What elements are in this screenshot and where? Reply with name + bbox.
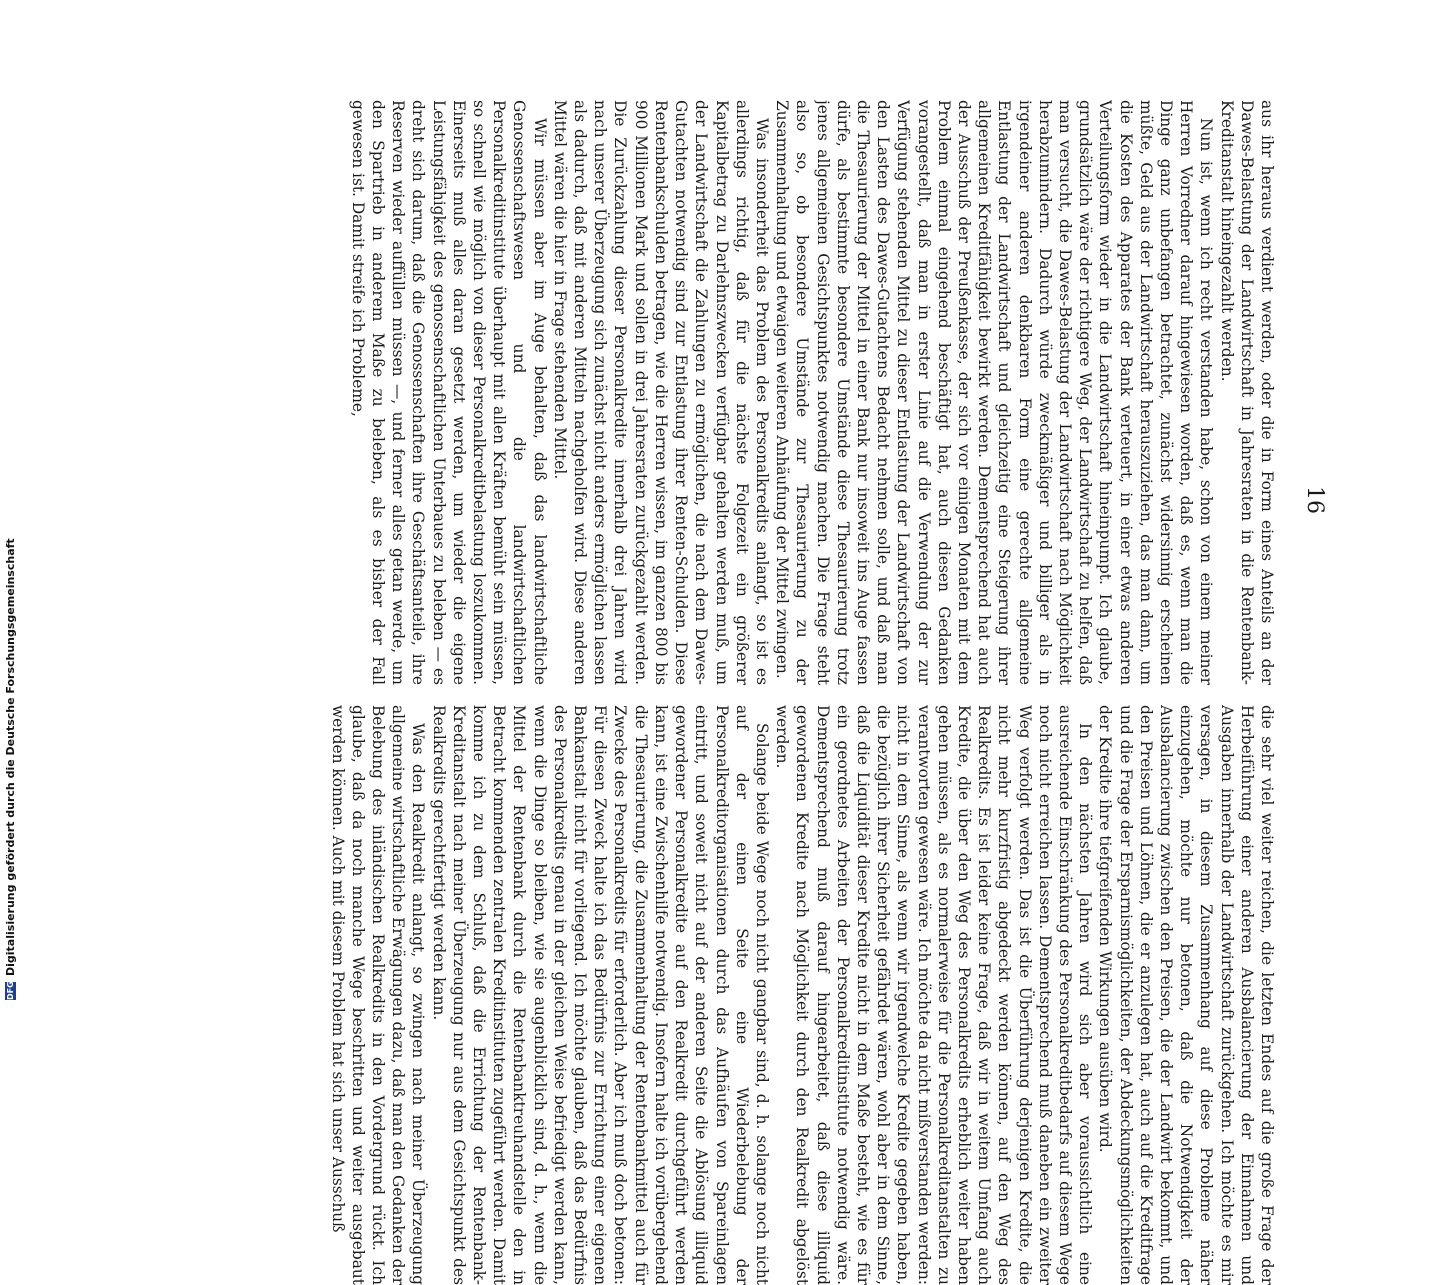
paragraph: aus ihr heraus verdient werden, oder die in Form eines Anteils an der Dawes-Belastung der Landwirtschaft in Jahresraten in die Rentenbank-Kreditanstalt hineingezahlt werden. xyxy=(1217,100,1276,685)
paragraph: Was den Realkredit anlangt, so zwingen nach meiner Überzeugung allgemeine wirtschaftliche Erwägungen dazu, daß man den Gedanken der Belebung des inländischen Realkredits in den Vordergrund rückt. Ich glaube, daß da noch manche Wege beschritten und weiter ausgebaut werden können. Auch mit diesem Problem hat sich unser Ausschuß xyxy=(328,705,428,1285)
text-column-left xyxy=(117,100,1277,685)
page-number: 16 xyxy=(1302,486,1327,514)
footer-credit-text: Digitalisierung gefördert durch die Deutsche Forschungsgemeinschaft xyxy=(3,538,17,976)
paragraph: Nun ist, wenn ich recht verstanden habe, schon von einem meiner Herren Vorredner darauf hingewiesen worden, daß es, wenn man die Dinge ganz unbefangen betrachtet, zunächst widersinnig erscheinen müßte, Geld aus der Landwirtschaft herauszuziehen, das man dann, um die Kosten des Apparates der Bank verteuert, in einer etwas anderen Verteilungsform wieder in die Landwirtschaft hineinpumpt. Ich glaube, grundsätzlich wäre der richtigere Weg, der Landwirtschaft zu helfen, daß man versucht, die Dawes-Belastung der Landwirtschaft nach Möglichkeit herabzumindern. Dadurch würde zweckmäßiger und billiger als in irgendeiner anderen denkbaren Form eine gerechte allgemeine Entlastung der Landwirtschaft und gleichzeitig eine Steigerung ihrer allgemeinen Kreditfähigkeit bewirkt werden. Dementsprechend hat auch der Ausschuß der Preußenkasse, der sich vor einigen Monaten mit dem Problem einmal eingehend beschäftigt hat, auch diesen Gedanken vorangestellt, daß man in erster Linie auf die Verwendung der zur Verfügung stehenden Mittel zu dieser Entlastung der Landwirtschaft von den Lasten des Dawes-Gutachtens Bedacht nehmen solle, und daß man die Thesaurierung der Mittel in einer Bank nur insoweit ins Auge fassen dürfe, als bestimmte besondere Umstände diese Thesaurierung trotz jenes allgemeinen Gesichtspunktes notwendig machen. Die Frage steht also so, ob besondere Umstände zur Thesaurierung zu der Zusammenhaltung und etwaigen weiteren Anhäufung der Mittel zwingen. xyxy=(773,100,1216,685)
paragraph: Wir müssen aber im Auge behalten, daß das landwirtschaftliche Genossenschaftswesen und die landwirtschaftlichen Personalkreditinstitute überhaupt mit allen Kräften bemüht sein müssen, so schnell wie möglich von dieser Personalkreditbelastung loszukommen. Einerseits muß alles daran gesetzt werden, um wieder die eigene Leistungsfähigkeit des genossenschaftlichen Unterbaues zu beleben — es dreht sich darum, daß die Genossenschaften ihre Geschäftsanteile, ihre Reserven wieder auffüllen müssen —, und ferner alles getan werde, um den Spartrieb in anderem Maße zu beleben, als es bisher der Fall gewesen ist. Damit streife ich Probleme, xyxy=(348,100,549,685)
paragraph: In den nächsten Jahren wird sich aber voraussichtlich eine ausreichende Einschränkung des Personalkreditbedarfs auf diesem Wege noch nicht erreichen lassen. Dementsprechend muß daneben ein zweiter Weg verfolgt werden. Das ist die Überführung derjenigen Kredite, die nicht mehr kurzfristig abgedeckt werden können, auf den Weg des Realkredits. Es ist leider keine Frage, daß wir in weitem Umfang auch Kredite, die über den Weg des Personalkredits erheblich weiter haben gehen müssen, als es normalerweise für die Personalkreditanstalten zu verantworten gewesen wäre. Ich möchte da nicht mißverstanden werden: nicht in dem Sinne, als wenn wir irgendwelche Kredite gegeben haben, die bezüglich ihrer Sicherheit gefährdet wären, wohl aber in dem Sinne, daß die Liquidität dieser Kredite nicht in dem Maße besteht, wie es für ein geordnetes Arbeiten der Personalkreditinstitute notwendig wäre. Dementsprechend muß darauf hingearbeitet, daß diese illiquid gewordenen Kredite nach Möglichkeit durch den Realkredit abgelöst werden. xyxy=(773,705,1095,1285)
dfg-logo: DFG xyxy=(5,981,15,1000)
scanned-page xyxy=(107,100,1327,1285)
paragraph: die sehr viel weiter reichen, die letzten Endes auf die große Frage der Herbeiführung einer anderen Ausbalancierung der Einnahmen und Ausgaben innerhalb der Landwirtschaft zurückgehen. Ich möchte es mir versagen, in diesem Zusammenhang auf diese Probleme näher einzugehen, möchte nur betonen, daß die Notwendigkeit der Ausbalancierung zwischen den Preisen, die der Landwirt bekommt, und den Preisen und Löhnen, die er anzulegen hat, auch auf die Kreditfrage und die Frage der Ersparnismöglichkeiten, der Abdeckungsmöglichkeiten der Kredite ihre tiefgreifenden Wirkungen ausüben wird. xyxy=(1096,705,1276,1285)
paragraph: Was insonderheit das Problem des Personalkredits anlangt, so ist es allerdings richtig, daß für die nächste Folgezeit ein größerer Kapitalbetrag zu Darlehnszwecken verfügbar gehalten werden muß, um der Landwirtschaft die Zahlungen zu ermöglichen, die nach dem Dawes-Gutachten notwendig sind zur Entlastung ihrer Renten-Schulden. Diese Rentenbankschulden betragen, wie die Herren wissen, im ganzen 800 bis 900 Millionen Mark und sollen in drei Jahresraten zurückgezahlt werden. Die Zurückzahlung dieser Personalkredite innerhalb drei Jahren wird nach unserer Überzeugung sich zunächst nicht anders ermöglichen lassen als dadurch, daß mit anderen Mitteln nachgeholfen wird. Diese anderen Mittel wären die hier in Frage stehenden Mittel. xyxy=(550,100,771,685)
digitization-footer xyxy=(0,0,20,1000)
text-column-right xyxy=(117,705,1277,1285)
paragraph: Solange beide Wege noch nicht gangbar sind, d. h. solange noch nicht auf der einen Seite eine Wiederbelebung der Personalkreditorganisationen durch das Aufhäufen von Spareinlagen eintritt, und soweit nicht auf der anderen Seite die Ablösung illiquid gewordener Personalkredite auf den Realkredit durchgeführt werden kann, ist eine Zwischenhilfe notwendig. Insofern halte ich vorübergehend die Thesaurierung, die Zusammenhaltung der Rentenbankmittel auch für Zwecke des Personalkredits für erforderlich. Aber ich muß doch betonen: Für diesen Zweck halte ich das Bedürfnis zur Errichtung einer eigenen Bankanstalt nicht für vorliegend. Ich möchte glauben, daß das Bedürfnis des Personalkredits genau in der gleichen Weise befriedigt werden kann, wenn die Dinge so bleiben, wie sie augenblicklich sind, d. h., wenn die Mittel der Rentenbank durch die Rentenbanktreuhandstelle den in Betracht kommenden zentralen Kreditinstituten zugeführt werden. Damit komme ich zu dem Schluß, daß die Errichtung der Rentenbank-Kreditanstalt nach meiner Überzeugung nur aus dem Gesichtspunkt des Realkredits gerechtfertigt werden kann. xyxy=(429,705,771,1285)
